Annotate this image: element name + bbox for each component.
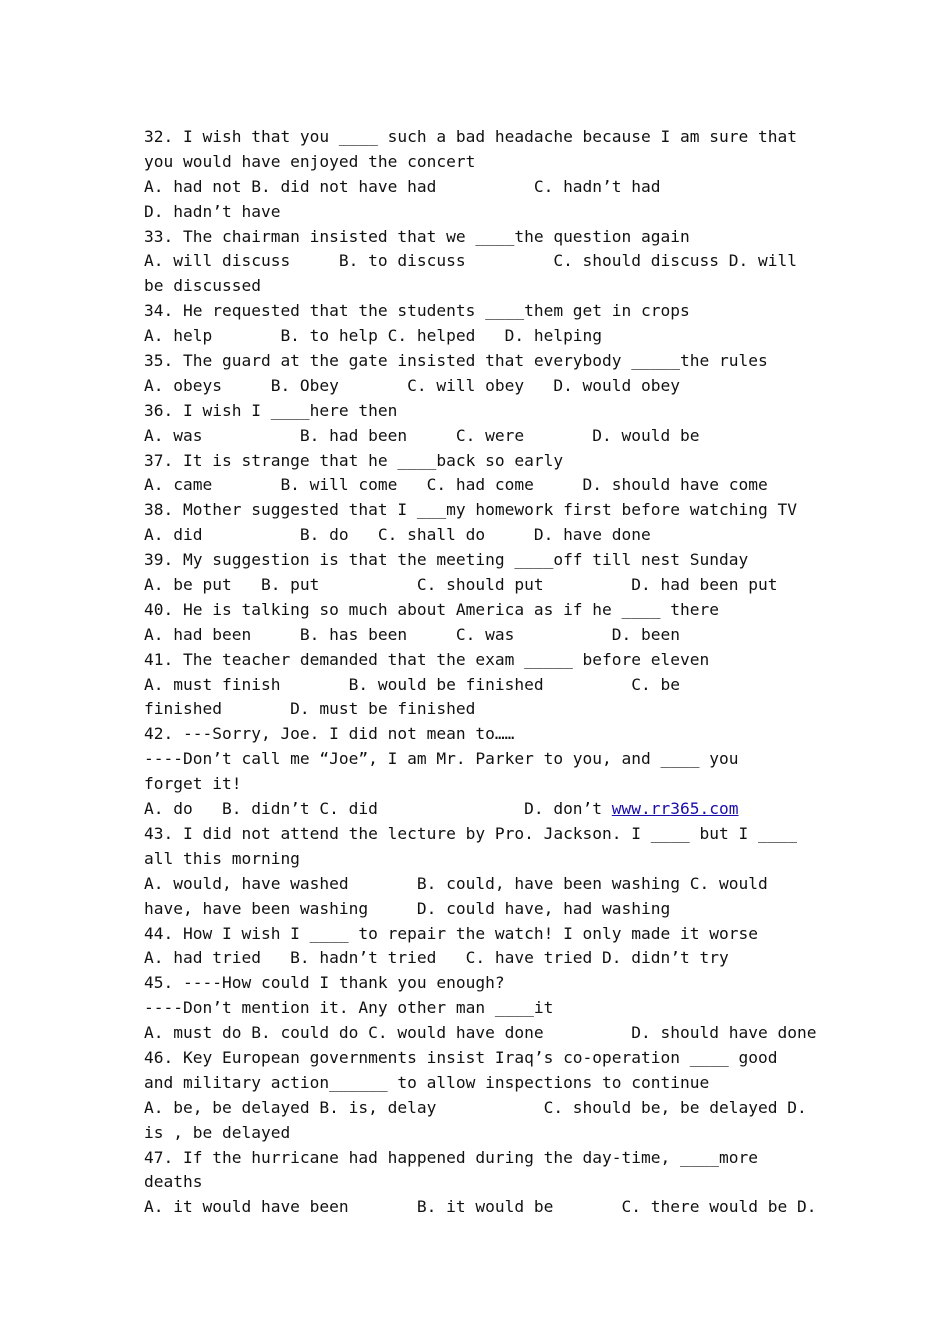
text-line: 41. The teacher demanded that the exam _____ before eleven: [144, 649, 710, 669]
text-line: 45. ----How could I thank you enough?: [144, 973, 505, 993]
text-line: you would have enjoyed the concert: [144, 151, 476, 171]
text-line: have, have been washing D. could have, had washing: [144, 898, 671, 918]
text-line: is , be delayed: [144, 1122, 291, 1142]
text-line: A. be put B. put C. should put D. had been put: [144, 575, 778, 595]
text-line: A. had not B. did not have had C. hadn’t had: [144, 176, 661, 196]
q42-options: A. do B. didn’t C. did D. don’t: [144, 799, 612, 819]
text-line: A. did B. do C. shall do D. have done: [144, 525, 651, 545]
text-line: 38. Mother suggested that I ___my homework first before watching TV: [144, 500, 797, 520]
text-line: 33. The chairman insisted that we ____the question again: [144, 226, 690, 246]
text-line: A. had tried B. hadn’t tried C. have tried D. didn’t try: [144, 948, 729, 968]
text-line: A. must finish B. would be finished C. be: [144, 674, 681, 694]
text-line: 34. He requested that the students ____them get in crops: [144, 301, 690, 321]
text-line: be discussed: [144, 276, 261, 296]
text-line: A. had been B. has been C. was D. been: [144, 624, 681, 644]
text-line: A. help B. to help C. helped D. helping: [144, 326, 603, 346]
text-line: 46. Key European governments insist Iraq’s co-operation ____ good: [144, 1047, 778, 1067]
text-line: finished D. must be finished: [144, 699, 476, 719]
text-line: A. will discuss B. to discuss C. should discuss D. will: [144, 251, 797, 271]
text-line: D. hadn’t have: [144, 201, 281, 221]
website-link[interactable]: www.rr365.com: [611, 799, 739, 819]
text-line: 35. The guard at the gate insisted that everybody _____the rules: [144, 351, 768, 371]
document-page: [144, 125, 824, 1220]
text-line: 39. My suggestion is that the meeting ____off till nest Sunday: [144, 550, 749, 570]
text-line: 44. How I wish I ____ to repair the watch! I only made it worse: [144, 923, 758, 943]
text-line: A. was B. had been C. were D. would be: [144, 425, 700, 445]
text-line: A. obeys B. Obey C. will obey D. would obey: [144, 375, 681, 395]
text-line: A. would, have washed B. could, have been washing C. would: [144, 873, 768, 893]
text-line: A. it would have been B. it would be C. there would be D.: [144, 1197, 817, 1217]
text-line: ----Don’t call me “Joe”, I am Mr. Parker to you, and ____ you: [144, 749, 739, 769]
text-line: 36. I wish I ____here then: [144, 400, 398, 420]
text-line: 43. I did not attend the lecture by Pro. Jackson. I ____ but I ____: [144, 823, 797, 843]
text-line: A. came B. will come C. had come D. should have come: [144, 475, 768, 495]
text-line: and military action______ to allow inspections to continue: [144, 1072, 710, 1092]
text-line: forget it!: [144, 774, 242, 794]
q42-options-line: [144, 797, 824, 822]
text-line: 37. It is strange that he ____back so early: [144, 450, 564, 470]
text-line: A. must do B. could do C. would have done D. should have done: [144, 1023, 817, 1043]
text-line: 32. I wish that you ____ such a bad headache because I am sure that: [144, 127, 797, 146]
text-line: all this morning: [144, 848, 300, 868]
text-line: 47. If the hurricane had happened during the day-time, ____more: [144, 1147, 758, 1167]
text-line: 42. ---Sorry, Joe. I did not mean to……: [144, 724, 515, 744]
text-line: ----Don’t mention it. Any other man ____it: [144, 998, 554, 1018]
text-line: 40. He is talking so much about America as if he ____ there: [144, 599, 719, 619]
text-line: A. be, be delayed B. is, delay C. should be, be delayed D.: [144, 1097, 807, 1117]
text-line: deaths: [144, 1172, 203, 1192]
